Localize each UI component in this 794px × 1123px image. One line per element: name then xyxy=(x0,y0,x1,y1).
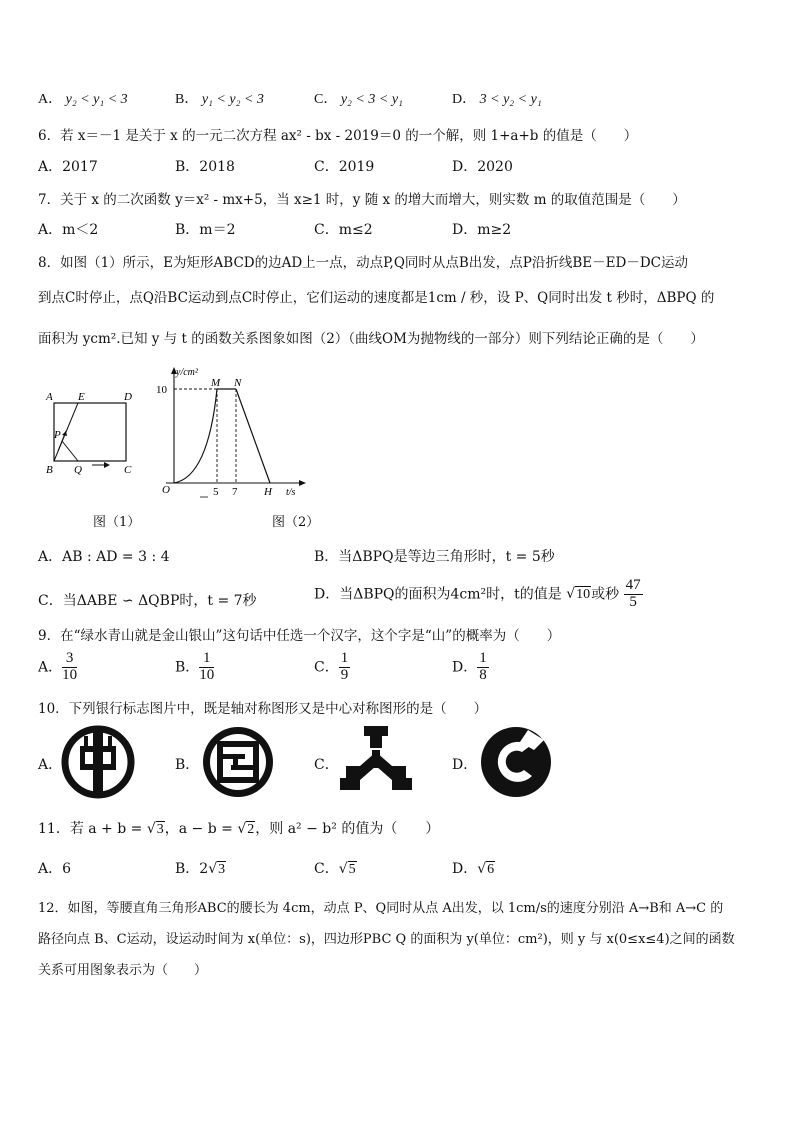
q7-option-c[interactable]: C．m≤2 xyxy=(314,222,373,238)
q8-figure-1 xyxy=(40,385,140,485)
label-q: Q xyxy=(74,464,82,476)
q11-option-c[interactable]: C．√5 xyxy=(314,861,356,877)
label-o: O xyxy=(162,484,170,496)
q7-option-a[interactable]: A．m＜2 xyxy=(38,222,99,238)
tick-7: 7 xyxy=(232,486,238,498)
q8-option-b[interactable]: B．当ΔBPQ是等边三角形时，t = 5秒 xyxy=(314,549,555,565)
bank-logo-a-icon[interactable] xyxy=(60,724,136,800)
label-d: D xyxy=(124,391,132,403)
q10-stem: 10．下列银行标志图片中，既是轴对称图形又是中心对称图形的是（ ） xyxy=(38,701,488,717)
q9-option-d[interactable]: D． $\frac{1}{8}$ xyxy=(452,650,487,683)
tick-10: 10 xyxy=(156,384,167,396)
bank-logo-d-icon[interactable] xyxy=(478,724,554,800)
label-b: B xyxy=(46,464,53,476)
q6-option-c[interactable]: C．2019 xyxy=(314,159,375,175)
q7-option-d[interactable]: D．m≥2 xyxy=(452,222,512,238)
fraction: $\frac{3}{10}$ xyxy=(62,650,78,683)
label-m: M xyxy=(211,377,221,389)
q6-option-d[interactable]: D．2020 xyxy=(452,159,513,175)
sqrt-3: √3 xyxy=(146,821,164,837)
tick-5: 5 xyxy=(213,486,219,498)
fraction: $\frac{1}{8}$ xyxy=(479,650,487,683)
sqrt: √6 xyxy=(477,861,495,877)
bank-logo-c-icon[interactable] xyxy=(338,722,414,796)
label-e: E xyxy=(78,391,85,403)
q8-figure-2 xyxy=(150,365,310,500)
q8-line-3: 面积为 ycm².已知 y 与 t 的函数关系图象如图（2）（曲线OM为抛物线的一部分）则下列结论正确的是（ ） xyxy=(38,331,704,347)
q5-option-a[interactable]: A． y₂ < y₁ < 3 xyxy=(38,92,128,107)
arrow-q-head xyxy=(104,462,110,468)
q5-option-b[interactable]: B． y₁ < y₂ < 3 xyxy=(175,92,264,107)
y-axis-label: y/cm² xyxy=(176,367,198,378)
label-c: C xyxy=(124,464,132,476)
x-axis-label: t/s xyxy=(286,487,296,498)
q8-option-c[interactable]: C．当ΔABE ∽ ΔQBP时，t = 7秒 xyxy=(38,593,257,609)
fraction-47-5: $\frac{47}{5}$ xyxy=(625,577,641,610)
q8-option-d[interactable]: D．当ΔBPQ的面积为4cm²时，t的值是 √10或秒 $\frac{47}{5}$ xyxy=(314,577,641,610)
x-axis-arrow xyxy=(299,480,306,486)
q7-option-b[interactable]: B．m＝2 xyxy=(175,222,236,238)
q8-figure-1-caption: 图（1） xyxy=(93,515,141,530)
q10-option-a-label[interactable]: A． xyxy=(38,757,63,773)
q9-option-c[interactable]: C． $\frac{1}{9}$ xyxy=(314,650,349,683)
q11-option-a[interactable]: A．6 xyxy=(38,861,72,877)
q11-option-b[interactable]: B．2√3 xyxy=(175,861,226,877)
q11-option-d[interactable]: D．√6 xyxy=(452,861,495,877)
q11-stem: 11．若 a + b = √3，a − b = √2，则 a² − b² 的值为（ ） xyxy=(38,821,440,837)
sqrt-2: √2 xyxy=(237,821,255,837)
q8-line-1: 8．如图（1）所示，E为矩形ABCD的边AD上一点，动点P,Q同时从点B出发，点P沿折线BE－ED－DC运动 xyxy=(38,255,688,271)
sqrt: √5 xyxy=(338,861,356,877)
q10-option-b-label[interactable]: B． xyxy=(175,757,200,773)
q7-stem: 7．关于 x 的二次函数 y＝x² - mx+5，当 x≥1 时，y 随 x 的增大而增大，则实数 m 的取值范围是（ ） xyxy=(38,192,686,208)
segment-pq xyxy=(62,441,78,461)
fraction: $\frac{1}{9}$ xyxy=(340,650,349,683)
curve-om xyxy=(174,389,217,483)
label-p: P xyxy=(54,429,61,441)
q6-option-b[interactable]: B．2018 xyxy=(175,159,235,175)
sqrt-10: √10 xyxy=(566,586,591,603)
fraction: $\frac{1}{10}$ xyxy=(199,650,215,683)
q8-figure-2-caption: 图（2） xyxy=(272,515,320,530)
q12-line-2: 路径向点 B、C运动，设运动时间为 x(单位：s)，四边形PBC Q 的面积为 y(单位：cm²)，则 y 与 x(0≤x≤4)之间的函数 xyxy=(38,932,735,947)
q10-option-c-label[interactable]: C． xyxy=(314,757,339,773)
q5-option-c[interactable]: C． y₂ < 3 < y₁ xyxy=(314,92,403,107)
q9-option-a[interactable]: A． $\frac{3}{10}$ xyxy=(38,650,78,683)
segment-nh xyxy=(236,389,270,483)
q6-option-a[interactable]: A．2017 xyxy=(38,159,98,175)
q9-stem: 9．在“绿水青山就是金山银山”这句话中任选一个汉字，这个字是“山”的概率为（ ） xyxy=(38,628,561,644)
sqrt: √3 xyxy=(208,861,226,877)
q5-option-d[interactable]: D． 3 < y₂ < y₁ xyxy=(452,92,542,107)
q12-line-1: 12．如图，等腰直角三角形ABC的腰长为 4cm，动点 P、Q同时从点 A出发，以 1cm/s的速度分别沿 A→B和 A→C 的 xyxy=(38,901,724,916)
label-n: N xyxy=(234,377,242,389)
label-h: H xyxy=(264,486,272,498)
q9-option-b[interactable]: B． $\frac{1}{10}$ xyxy=(175,650,215,683)
q8-option-a[interactable]: A．AB : AD = 3 : 4 xyxy=(38,549,170,565)
q6-stem: 6．若 x＝－1 是关于 x 的一元二次方程 ax² - bx - 2019＝0 的一个解，则 1+a+b 的值是（ ） xyxy=(38,128,638,144)
rectangle-abcd xyxy=(54,403,126,461)
label-a: A xyxy=(46,391,53,403)
q12-line-3: 关系可用图象表示为（ ） xyxy=(38,963,208,978)
q8-line-2: 到点C时停止，点Q沿BC运动到点C时停止，它们运动的速度都是1cm / 秒，设 P、Q同时出发 t 秒时，ΔBPQ 的 xyxy=(38,290,715,306)
q10-option-d-label[interactable]: D． xyxy=(452,757,478,773)
bank-logo-b-icon[interactable] xyxy=(200,724,276,800)
